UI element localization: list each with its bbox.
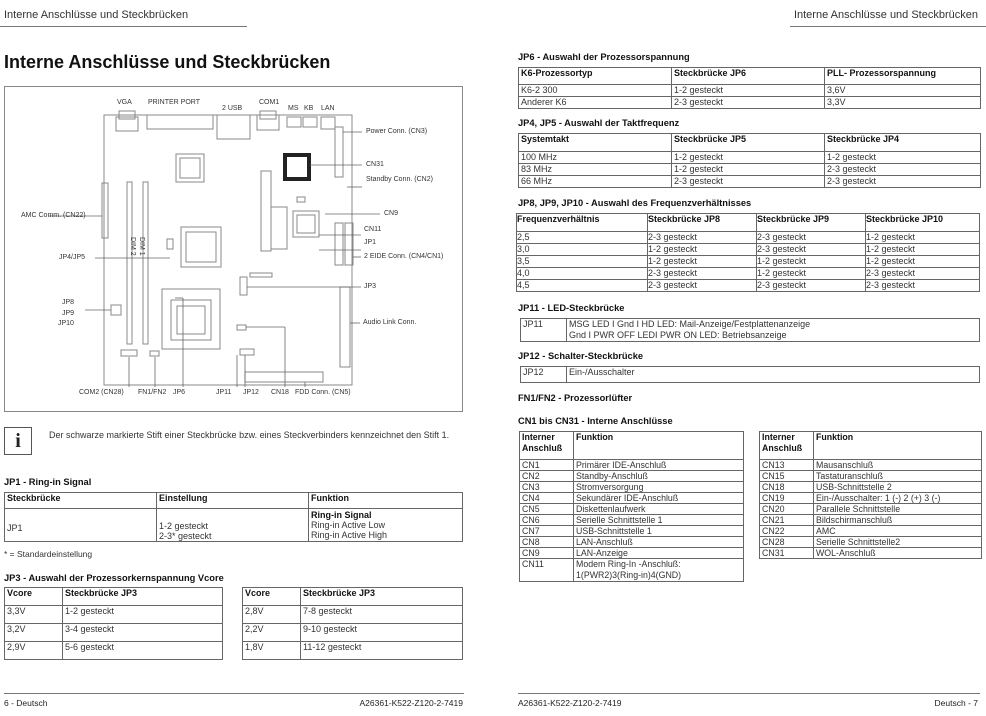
table-row (760, 515, 982, 526)
table-row (520, 559, 744, 582)
cell: 2-3 gesteckt (648, 232, 757, 244)
table-row (243, 642, 463, 660)
cell: CN20 (760, 504, 814, 515)
label-amc-comm: AMC Comm. (CN22) (21, 212, 86, 219)
label-cn9: CN9 (384, 210, 399, 217)
cell-jumper: JP11 (521, 319, 567, 342)
cell: 2-3 gesteckt (825, 164, 981, 176)
page-title: Interne Anschlüsse und Steckbrücken (4, 52, 331, 72)
table-jp8-jp9-jp10 (516, 213, 980, 292)
label-dim2: DIM 2 (129, 237, 136, 256)
cell: 11-12 gesteckt (301, 642, 463, 660)
cell: 1-2 gesteckt (866, 256, 980, 268)
table-row (243, 624, 463, 642)
cell: 2-3 gesteckt (648, 280, 757, 292)
col-header: Steckbrücke JP5 (672, 134, 825, 152)
label-kb: KB (304, 105, 314, 112)
cell: CN19 (760, 493, 814, 504)
cell-function: Ring-in Active High (311, 530, 388, 540)
section-title-jp12: JP12 - Schalter-Steckbrücke (518, 351, 644, 361)
label-audio-link: Audio Link Conn. (363, 319, 417, 326)
cell: 3,2V (5, 624, 63, 642)
cell: CN2 (520, 471, 574, 482)
cell: 2,9V (5, 642, 63, 660)
cell: Primärer IDE-Anschluß (574, 460, 744, 471)
label-lan: LAN (321, 105, 335, 112)
cell: 2-3 gesteckt (825, 176, 981, 188)
cell: CN8 (520, 537, 574, 548)
table-row (760, 537, 982, 548)
table-row (760, 504, 982, 515)
cell: 100 MHz (519, 152, 672, 164)
cell-jumper: JP1 (5, 509, 157, 542)
cell: 1-2 gesteckt (63, 606, 223, 624)
col-header: Interner Anschluß (760, 432, 814, 460)
cell: Sekundärer IDE-Anschluß (574, 493, 744, 504)
label-fdd-conn: FDD Conn. (CN5) (295, 389, 351, 396)
table-row (5, 624, 223, 642)
cell: CN22 (760, 526, 814, 537)
cell: 1-2 gesteckt (825, 152, 981, 164)
page-number: 6 - Deutsch (4, 698, 48, 708)
section-title-jp4-jp5: JP4, JP5 - Auswahl der Taktfrequenz (518, 118, 680, 128)
cell: CN4 (520, 493, 574, 504)
col-header: Vcore (5, 588, 63, 606)
cell: Mausanschluß (814, 460, 982, 471)
info-note: Der schwarze markierte Stift einer Steckbrücke bzw. eines Steckverbinders kennzeichnet den Stift 1. (49, 430, 450, 440)
footer-rule (4, 693, 464, 694)
cell: 2,2V (243, 624, 301, 642)
section-title-jp8-jp9-jp10: JP8, JP9, JP10 - Auswahl des Frequenzverhältnisses (518, 198, 752, 208)
cell: Serielle Schnittstelle 1 (574, 515, 744, 526)
cell: CN3 (520, 482, 574, 493)
table-row (520, 482, 744, 493)
cell: 5-6 gesteckt (63, 642, 223, 660)
cell-jumper: JP12 (521, 367, 567, 383)
table-row (760, 548, 982, 559)
table-cn-left (519, 431, 744, 582)
table-row (520, 471, 744, 482)
cell: 1-2 gesteckt (866, 232, 980, 244)
section-title-jp6: JP6 - Auswahl der Prozessorspannung (518, 52, 690, 62)
label-dim1: DIM 1 (138, 237, 145, 256)
cell: CN15 (760, 471, 814, 482)
cell: USB-Schnittstelle 2 (814, 482, 982, 493)
table-row (517, 244, 980, 256)
cell: K6-2 300 (519, 85, 672, 97)
table-row (5, 606, 223, 624)
label-jp8: JP8 (62, 299, 75, 306)
right-page (516, 0, 986, 716)
page-number: Deutsch - 7 (934, 698, 978, 708)
col-header: Interner Anschluß (520, 432, 574, 460)
cell-function: Ring-in Active Low (311, 520, 386, 530)
cell: Anderer K6 (519, 97, 672, 109)
cell: Standby-Anschluß (574, 471, 744, 482)
col-header: Steckbrücke JP10 (866, 214, 980, 232)
table-row (519, 152, 981, 164)
col-header: Frequenzverhältnis (517, 214, 648, 232)
table-row (760, 460, 982, 471)
cell: 2,5 (517, 232, 648, 244)
label-jp6: JP6 (173, 389, 186, 396)
cell: 3,3V (5, 606, 63, 624)
cell: Parallele Schnittstelle (814, 504, 982, 515)
cell: 3,5 (517, 256, 648, 268)
table-jp11 (520, 318, 980, 342)
col-header: Steckbrücke JP8 (648, 214, 757, 232)
cell: 1-2 gesteckt (866, 244, 980, 256)
col-header: Systemtakt (519, 134, 672, 152)
label-com1: COM1 (259, 99, 280, 106)
cell: 4,5 (517, 280, 648, 292)
cell: WOL-Anschluß (814, 548, 982, 559)
label-ms: MS (288, 105, 299, 112)
cell-text: Ein-/Ausschalter (567, 367, 980, 383)
label-jp3: JP3 (364, 283, 377, 290)
cell: Modem Ring-In -Anschluß: 1(PWR2)3(Ring-in)4(GND) (574, 559, 744, 582)
label-fn1-fn2: FN1/FN2 (138, 389, 167, 396)
cell: CN7 (520, 526, 574, 537)
left-page (0, 0, 470, 716)
cell: Ein-/Ausschalter: 1 (-) 2 (+) 3 (-) (814, 493, 982, 504)
table-row (520, 548, 744, 559)
col-header: Steckbrücke JP6 (672, 68, 825, 85)
header-rule (0, 26, 247, 27)
cell: 66 MHz (519, 176, 672, 188)
cell-function-title: Ring-in Signal (311, 510, 372, 520)
label-com2: COM2 (CN28) (79, 389, 124, 396)
cell: 7-8 gesteckt (301, 606, 463, 624)
cell: CN1 (520, 460, 574, 471)
table-row (520, 515, 744, 526)
label-usb: 2 USB (222, 105, 243, 112)
cell: 1-2 gesteckt (757, 256, 866, 268)
cell: CN9 (520, 548, 574, 559)
cell: Diskettenlaufwerk (574, 504, 744, 515)
table-row (760, 526, 982, 537)
table-jp12 (520, 366, 980, 383)
section-title-jp3: JP3 - Auswahl der Prozessorkernspannung Vcore (4, 573, 224, 583)
label-cn31: CN31 (366, 161, 384, 168)
running-head: Interne Anschlüsse und Steckbrücken (4, 9, 189, 21)
table-jp4-jp5 (518, 133, 981, 188)
col-header: Steckbrücke JP3 (301, 588, 463, 606)
table-row (5, 509, 463, 542)
cell: Bildschirmanschluß (814, 515, 982, 526)
section-title-cn: CN1 bis CN31 - Interne Anschlüsse (518, 416, 673, 426)
table-row (521, 319, 980, 342)
cell: Serielle Schnittstelle2 (814, 537, 982, 548)
label-power-conn: Power Conn. (CN3) (366, 128, 428, 135)
cell: CN11 (520, 559, 574, 582)
cell: 2-3 gesteckt (672, 97, 825, 109)
table-row (519, 97, 981, 109)
section-title-jp1: JP1 - Ring-in Signal (4, 477, 92, 487)
header-rule (790, 26, 986, 27)
cell: 2,8V (243, 606, 301, 624)
mainboard-diagram (4, 86, 463, 412)
cell: 3,3V (825, 97, 981, 109)
label-printer-port: PRINTER PORT (148, 99, 200, 106)
running-head: Interne Anschlüsse und Steckbrücken (793, 9, 978, 21)
label-jp12: JP12 (243, 389, 259, 396)
label-jp10: JP10 (58, 320, 74, 327)
cell: 3,6V (825, 85, 981, 97)
table-row (517, 232, 980, 244)
table-row (519, 164, 981, 176)
footer-rule (518, 693, 980, 694)
label-vga: VGA (117, 99, 132, 106)
cell: CN28 (760, 537, 814, 548)
cell: LAN-Anschluß (574, 537, 744, 548)
cell: 2-3 gesteckt (866, 268, 980, 280)
table-row (760, 471, 982, 482)
cell: 2-3 gesteckt (648, 268, 757, 280)
cell: AMC (814, 526, 982, 537)
table-row (519, 85, 981, 97)
cell: 1-2 gesteckt (672, 85, 825, 97)
col-header: Vcore (243, 588, 301, 606)
cell: LAN-Anzeige (574, 548, 744, 559)
cell: 2-3 gesteckt (866, 280, 980, 292)
cell-setting: 1-2 gesteckt (159, 521, 209, 531)
default-setting-note: * = Standardeinstellung (4, 549, 93, 559)
cell: Stromversorgung (574, 482, 744, 493)
section-title-fn: FN1/FN2 - Prozessorlüfter (518, 393, 633, 403)
col-header: PLL- Prozessorspannung (825, 68, 981, 85)
cell: 1-2 gesteckt (672, 164, 825, 176)
cell: 83 MHz (519, 164, 672, 176)
table-jp1 (4, 492, 463, 542)
cell-line: Gnd I PWR OFF LEDI PWR ON LED: Betriebsanzeige (569, 330, 787, 340)
document-id: A26361-K522-Z120-2-7419 (359, 698, 463, 708)
label-jp9: JP9 (62, 310, 75, 317)
col-header: K6-Prozessortyp (519, 68, 672, 85)
label-jp1: JP1 (364, 239, 377, 246)
mainboard-drawing (5, 87, 464, 413)
table-row (520, 460, 744, 471)
table-row (760, 493, 982, 504)
label-cn18: CN18 (271, 389, 289, 396)
table-jp6 (518, 67, 981, 109)
cell: 4,0 (517, 268, 648, 280)
cell: 1-2 gesteckt (648, 256, 757, 268)
table-cn-right (759, 431, 982, 559)
cell: 2-3 gesteckt (757, 232, 866, 244)
table-row (520, 537, 744, 548)
cell: 3,0 (517, 244, 648, 256)
cell: CN21 (760, 515, 814, 526)
cell: 3-4 gesteckt (63, 624, 223, 642)
cell: 1-2 gesteckt (672, 152, 825, 164)
col-header: Funktion (814, 432, 982, 460)
cell: 1-2 gesteckt (757, 268, 866, 280)
cell: CN5 (520, 504, 574, 515)
table-row (517, 256, 980, 268)
table-row (760, 482, 982, 493)
table-row (519, 176, 981, 188)
cell: 1-2 gesteckt (648, 244, 757, 256)
table-row (517, 280, 980, 292)
cell: 2-3 gesteckt (672, 176, 825, 188)
cell-setting: 2-3* gesteckt (159, 531, 212, 541)
table-row (517, 268, 980, 280)
label-eide-conn: 2 EIDE Conn. (CN4/CN1) (364, 253, 444, 260)
table-row (520, 504, 744, 515)
table-jp3-right (242, 587, 463, 660)
table-row (521, 367, 980, 383)
table-row (520, 493, 744, 504)
col-header: Steckbrücke (5, 493, 157, 509)
col-header: Steckbrücke JP9 (757, 214, 866, 232)
info-icon: i (4, 427, 32, 455)
label-jp4-jp5: JP4/JP5 (59, 254, 86, 261)
label-jp11: JP11 (216, 389, 232, 396)
table-row (520, 526, 744, 537)
col-header: Funktion (574, 432, 744, 460)
cell: CN31 (760, 548, 814, 559)
cell: 9-10 gesteckt (301, 624, 463, 642)
col-header: Funktion (309, 493, 463, 509)
cell: CN18 (760, 482, 814, 493)
cell-line: MSG LED I Gnd I HD LED: Mail-Anzeige/Festplattenanzeige (569, 319, 811, 329)
cell: Tastaturanschluß (814, 471, 982, 482)
cell: 2-3 gesteckt (757, 280, 866, 292)
label-standby-conn: Standby Conn. (CN2) (366, 176, 433, 183)
cell: 2-3 gesteckt (757, 244, 866, 256)
col-header: Steckbrücke JP3 (63, 588, 223, 606)
table-row (5, 642, 223, 660)
table-row (243, 606, 463, 624)
section-title-jp11: JP11 - LED-Steckbrücke (518, 303, 625, 313)
col-header: Einstellung (157, 493, 309, 509)
cell: CN13 (760, 460, 814, 471)
cell: USB-Schnittstelle 1 (574, 526, 744, 537)
document-id: A26361-K522-Z120-2-7419 (518, 698, 622, 708)
cell: CN6 (520, 515, 574, 526)
col-header: Steckbrücke JP4 (825, 134, 981, 152)
table-jp3-left (4, 587, 223, 660)
label-cn11: CN11 (364, 226, 382, 233)
cell: 1,8V (243, 642, 301, 660)
